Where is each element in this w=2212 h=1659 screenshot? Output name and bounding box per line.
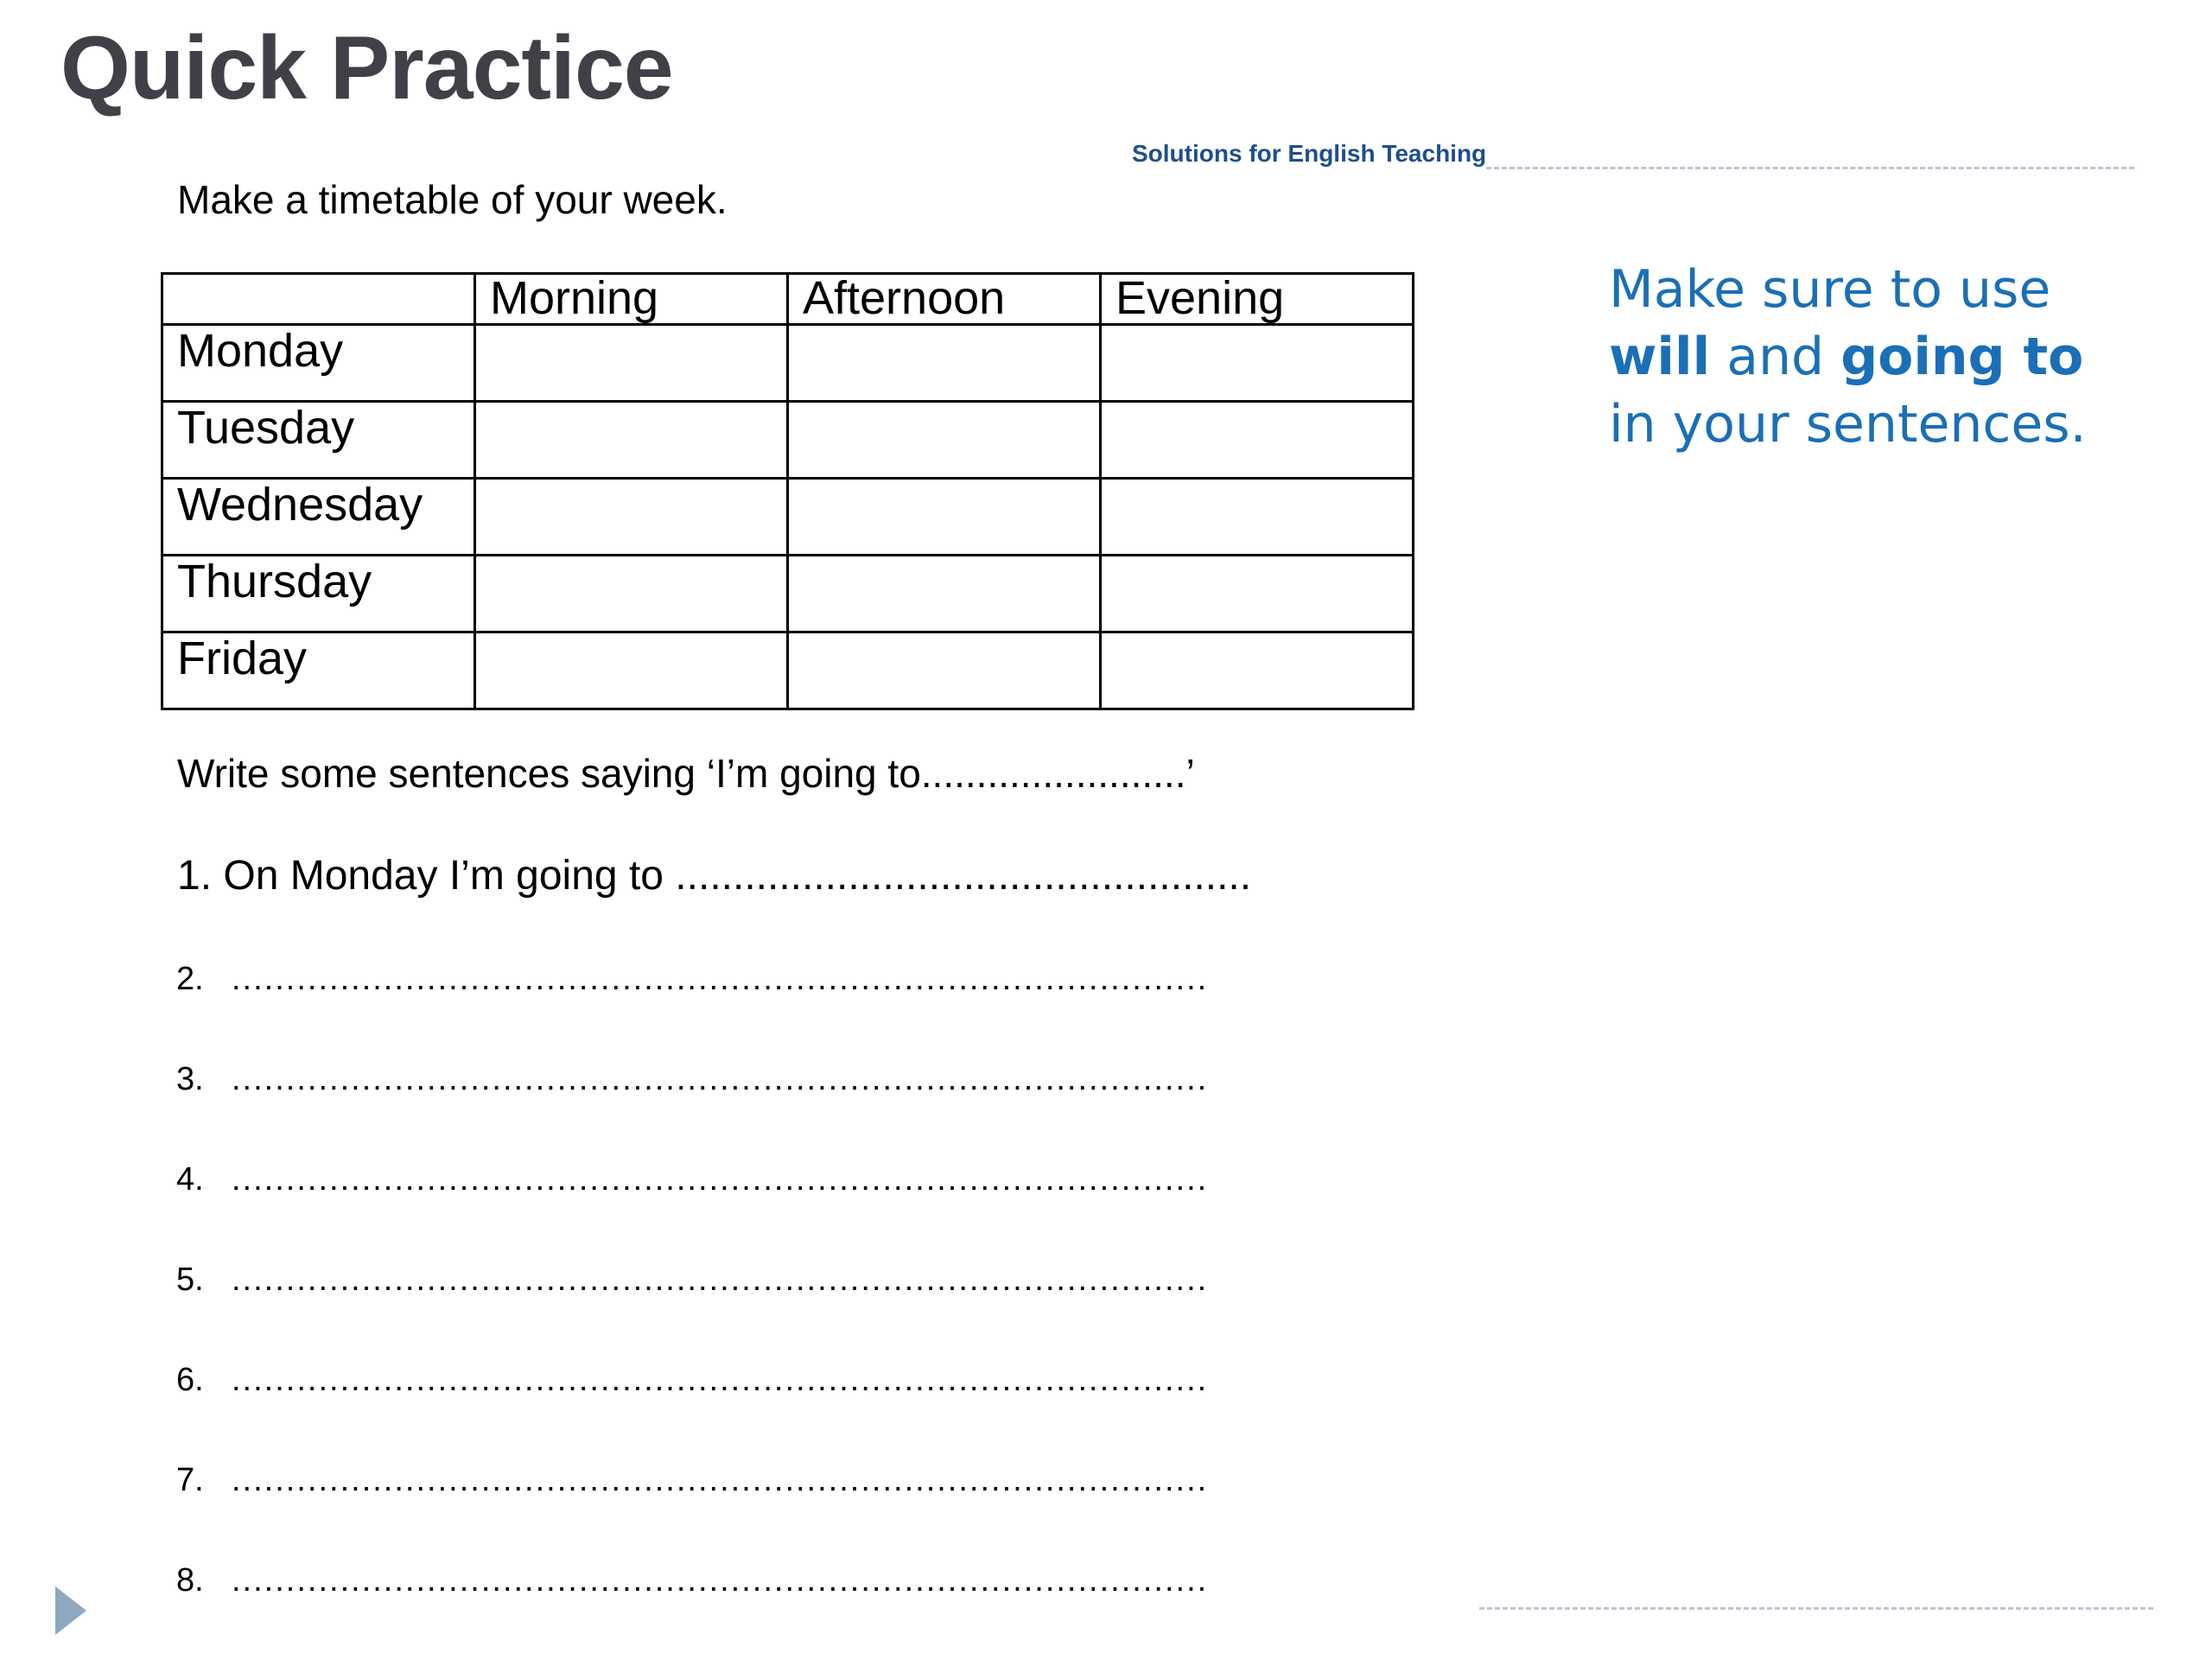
table-cell — [475, 556, 788, 632]
answer-line — [176, 1562, 1438, 1605]
tip-keyword-going-to: going to — [1840, 327, 2084, 387]
day-label: Tuesday — [162, 402, 475, 479]
table-cell — [788, 632, 1101, 709]
bottom-dashed-divider — [1479, 1607, 2153, 1610]
table-cell — [788, 402, 1101, 479]
tip-line-2: will and going to — [1609, 327, 2084, 387]
timetable-instruction: Make a timetable of your week. — [177, 177, 728, 222]
cropped-header-text: Solutions for English Teaching — [1132, 140, 1487, 167]
dotted-line: .......................................................................................... — [232, 961, 1209, 997]
dotted-line: .......................................................................................... — [232, 1061, 1209, 1097]
table-cell — [1101, 632, 1414, 709]
page-title: Quick Practice — [60, 18, 673, 118]
dotted-line: .......................................................................................... — [232, 1562, 1209, 1599]
dotted-line: .......................................................................................... — [232, 1161, 1209, 1198]
line-number: 4. — [176, 1161, 204, 1198]
dotted-line: .......................................................................................... — [232, 1362, 1209, 1398]
line-number: 6. — [176, 1362, 204, 1398]
table-row — [162, 325, 1414, 402]
table-row — [162, 632, 1414, 709]
table-row — [162, 556, 1414, 632]
answer-line — [176, 1262, 1438, 1305]
table-row — [162, 479, 1414, 556]
example-sentence: 1. On Monday I’m going to .................................................. — [177, 853, 1252, 899]
tip-line-3: in your sentences. — [1609, 394, 2087, 454]
table-cell — [475, 479, 788, 556]
line-number: 2. — [176, 961, 204, 997]
table-row — [162, 402, 1414, 479]
answer-line — [176, 1362, 1438, 1405]
table-cell — [1101, 325, 1414, 402]
top-dashed-divider — [1486, 167, 2134, 169]
table-cell — [475, 632, 788, 709]
tip-line-1: Make sure to use — [1609, 259, 2051, 320]
day-label: Monday — [162, 325, 475, 402]
dotted-line: .......................................................................................... — [232, 1262, 1209, 1298]
table-cell — [475, 402, 788, 479]
weekly-timetable — [161, 272, 1414, 710]
table-corner-cell — [162, 274, 475, 325]
table-cell — [788, 479, 1101, 556]
line-number: 7. — [176, 1462, 204, 1498]
answer-line — [176, 1462, 1438, 1505]
table-cell — [1101, 479, 1414, 556]
column-header: Morning — [475, 274, 788, 325]
day-label: Friday — [162, 632, 475, 709]
line-number: 8. — [176, 1562, 204, 1599]
line-number: 5. — [176, 1262, 204, 1298]
tip-keyword-will: will — [1609, 327, 1711, 387]
line-number: 3. — [176, 1061, 204, 1097]
table-cell — [1101, 556, 1414, 632]
next-slide-arrow-icon[interactable] — [55, 1586, 86, 1635]
table-cell — [788, 556, 1101, 632]
table-cell — [475, 325, 788, 402]
table-cell — [1101, 402, 1414, 479]
answer-line — [176, 1161, 1438, 1205]
column-header: Afternoon — [788, 274, 1101, 325]
table-cell — [788, 325, 1101, 402]
sentences-instruction: Write some sentences saying ‘I’m going to........................’ — [177, 751, 1195, 796]
dotted-line: .......................................................................................... — [232, 1462, 1209, 1498]
day-label: Wednesday — [162, 479, 475, 556]
answer-line — [176, 1061, 1438, 1104]
day-label: Thursday — [162, 556, 475, 632]
tip-box — [1609, 256, 2127, 458]
table-header-row — [162, 274, 1414, 325]
column-header: Evening — [1101, 274, 1414, 325]
answer-line — [176, 961, 1438, 1004]
